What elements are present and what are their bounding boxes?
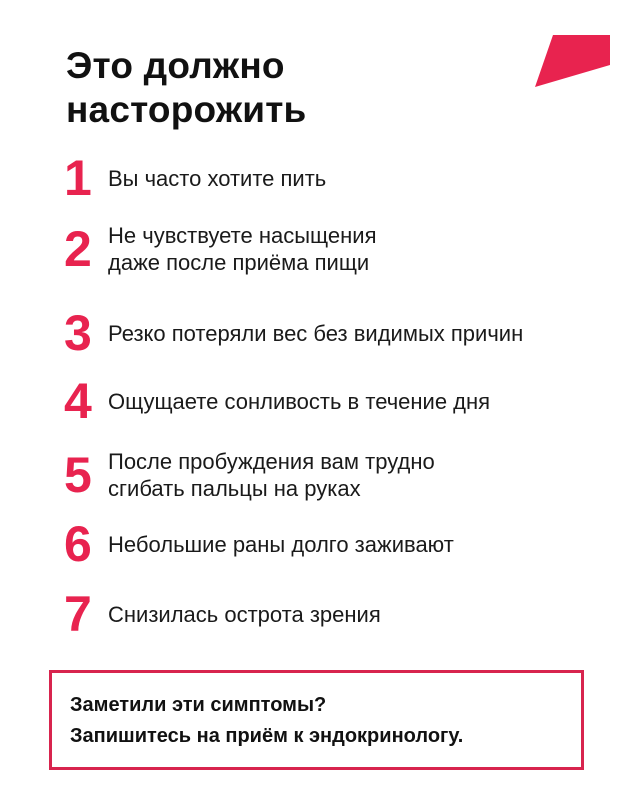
symptom-number: 5: [64, 447, 92, 503]
symptom-number: 3: [64, 305, 92, 361]
symptom-text-line: Снизилась острота зрения: [108, 601, 381, 627]
symptom-text-line: Не чувствуете насыщения: [108, 223, 377, 248]
cta-box: [49, 670, 584, 770]
symptom-text: [108, 531, 454, 558]
cta-line-1: Заметили эти симптомы?: [70, 694, 327, 716]
page-title: [66, 44, 307, 132]
symptom-item-7: [64, 586, 381, 642]
symptom-item-5: [64, 448, 435, 502]
symptom-text-line: Вы часто хотите пить: [108, 165, 327, 191]
symptom-text: [108, 448, 435, 502]
symptom-text: [108, 165, 326, 192]
symptom-text-line: сгибать пальцы на руках: [108, 476, 361, 501]
symptom-item-1: [64, 150, 327, 206]
symptom-text-line: даже после приёма пищи: [108, 250, 370, 275]
symptom-text: [108, 222, 377, 276]
symptom-text: [108, 601, 381, 628]
symptom-number: 6: [64, 516, 92, 572]
symptom-number: 1: [64, 150, 92, 206]
symptom-item-4: [64, 373, 491, 429]
symptom-number: 7: [64, 586, 92, 642]
symptom-text-line: После пробуждения вам трудно: [108, 449, 435, 474]
symptom-text: [108, 320, 523, 347]
symptom-text-line: Небольшие раны долго заживают: [108, 531, 454, 557]
logo-icon: [535, 35, 610, 87]
symptom-text-line: Резко потеряли вес без видимых причин: [108, 320, 524, 346]
symptom-number: 4: [64, 373, 92, 429]
symptom-item-2: [64, 222, 377, 276]
symptom-item-3: [64, 305, 524, 361]
title-line-1: Это должно: [66, 45, 285, 86]
title-line-2: насторожить: [66, 89, 307, 130]
symptom-text: [108, 388, 490, 415]
symptom-item-6: [64, 516, 454, 572]
symptom-text-line: Ощущаете сонливость в течение дня: [108, 388, 491, 414]
cta-line-2: Запишитесь на приём к эндокринологу.: [70, 725, 464, 747]
symptom-number: 2: [64, 221, 92, 277]
